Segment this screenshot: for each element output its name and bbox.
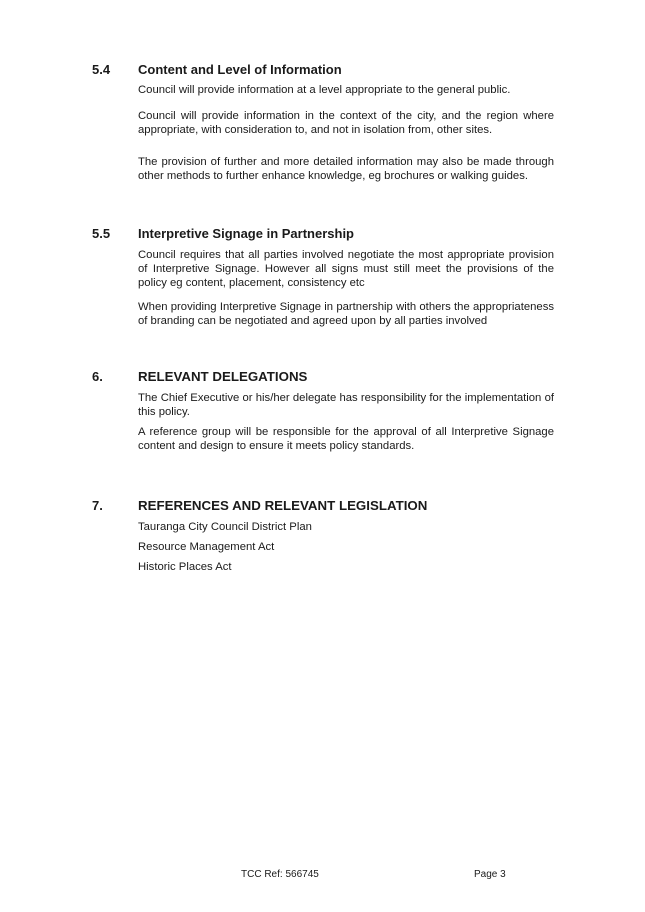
section-heading <box>92 62 554 80</box>
section-number: 7. <box>92 498 103 513</box>
paragraph: Council will provide information at a level appropriate to the general public. <box>138 84 511 96</box>
paragraph: Council will provide information in the context of the city, and the region where appropriate, with consideration to, and not in isolation from, other sites. <box>138 110 554 136</box>
section-5-5 <box>92 226 554 328</box>
section-body <box>138 391 554 453</box>
section-heading <box>92 369 554 387</box>
section-title: RELEVANT DELEGATIONS <box>138 369 308 384</box>
section-title: Content and Level of Information <box>138 62 342 77</box>
list-item: Resource Management Act <box>138 541 275 553</box>
section-5-4 <box>92 62 554 183</box>
section-body <box>138 83 554 183</box>
section-number: 6. <box>92 369 103 384</box>
paragraph: Council requires that all parties involved negotiate the most appropriate provision of Interpretive Signage. However all signs must still meet the provisions of the policy eg content, placement, consistency etc <box>138 249 554 289</box>
section-heading <box>92 498 554 516</box>
section-number: 5.5 <box>92 226 111 241</box>
section-heading <box>92 226 554 244</box>
footer-reference: TCC Ref: 566745 <box>241 869 319 880</box>
paragraph: The provision of further and more detailed information may also be made through other methods to further enhance knowledge, eg brochures or walking guides. <box>138 156 554 182</box>
paragraph: A reference group will be responsible for the approval of all Interpretive Signage content and design to ensure it meets policy standards. <box>138 426 554 452</box>
footer-page-number: Page 3 <box>474 869 506 880</box>
paragraph: When providing Interpretive Signage in partnership with others the appropriateness of branding can be negotiated and agreed upon by all parties involved <box>138 301 554 327</box>
section-body <box>138 520 554 574</box>
section-title: Interpretive Signage in Partnership <box>138 226 354 241</box>
section-body <box>138 248 554 328</box>
section-7 <box>92 498 554 574</box>
list-item: Tauranga City Council District Plan <box>138 521 312 533</box>
paragraph: The Chief Executive or his/her delegate has responsibility for the implementation of this policy. <box>138 392 554 418</box>
section-6 <box>92 369 554 453</box>
list-item: Historic Places Act <box>138 561 232 573</box>
section-title: REFERENCES AND RELEVANT LEGISLATION <box>138 498 428 513</box>
section-number: 5.4 <box>92 62 111 77</box>
